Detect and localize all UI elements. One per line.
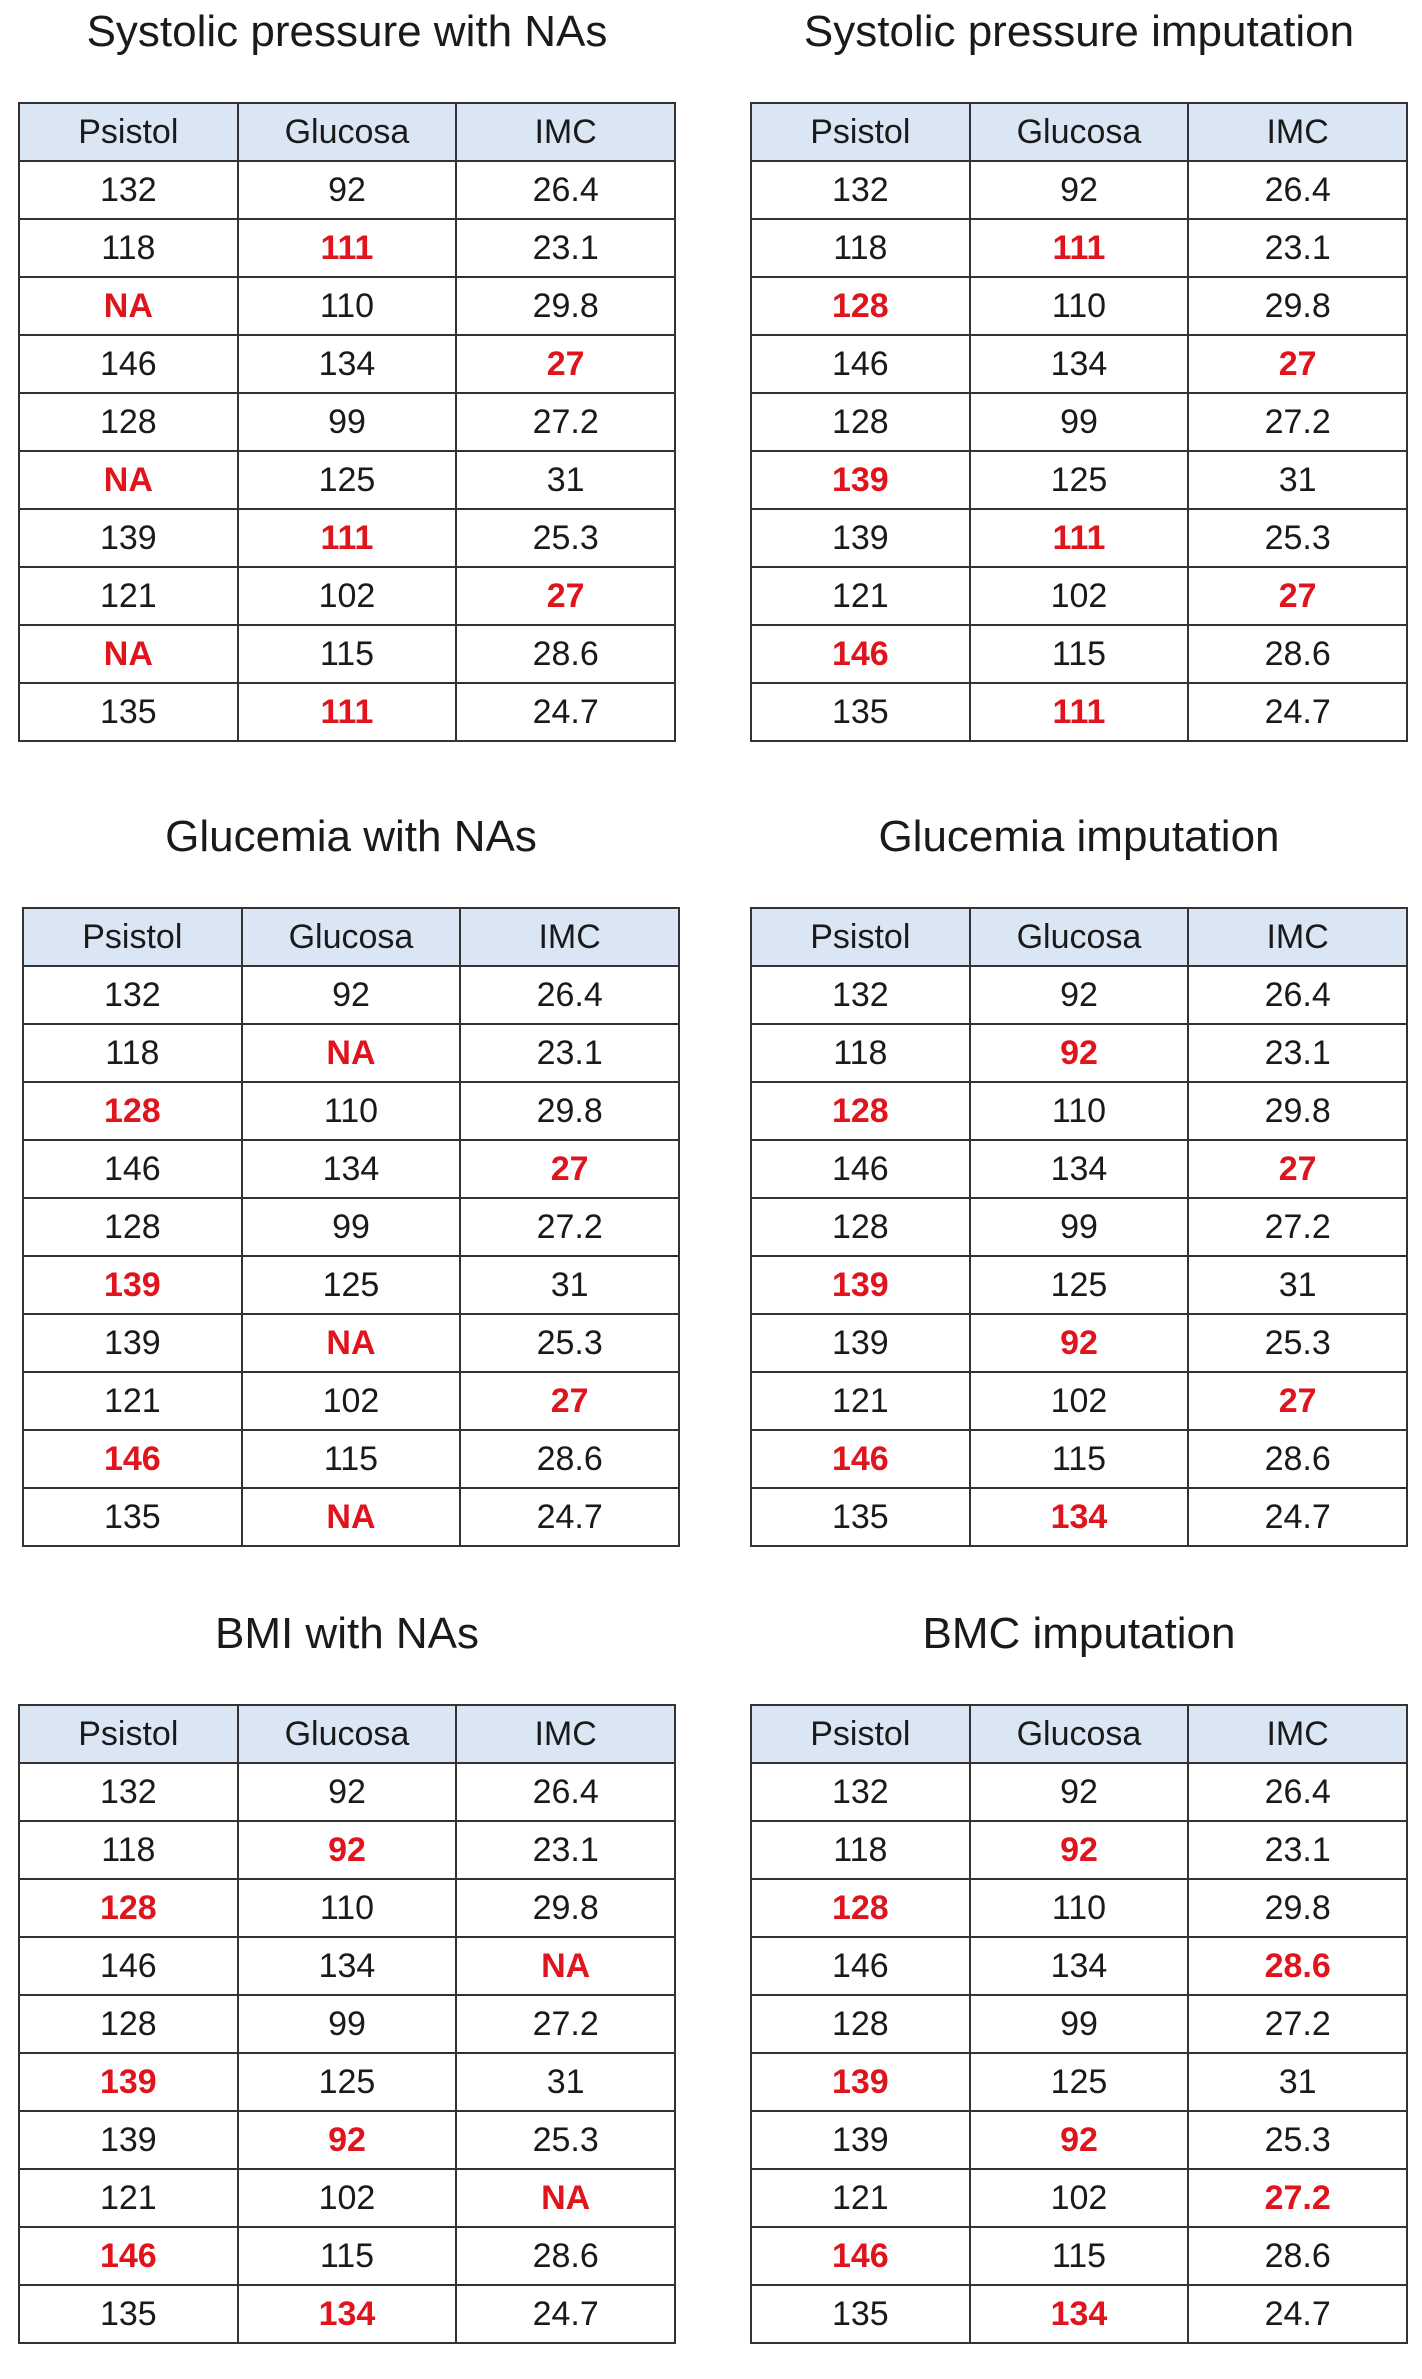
table-row [19,509,675,567]
table-cell: 27.2 [460,1198,679,1256]
table-row [751,1430,1407,1488]
table-row [19,2227,675,2285]
data-table [750,1704,1408,2344]
table-cell: 121 [751,2169,970,2227]
header-row [751,908,1407,966]
table-row [751,1995,1407,2053]
table-cell: 118 [23,1024,242,1082]
table-row [751,451,1407,509]
table-cell: 28.6 [1188,1430,1407,1488]
column-header: Glucosa [238,103,457,161]
table-cell: 92 [970,966,1189,1024]
table-cell: 25.3 [456,509,675,567]
table-cell: NA [456,1937,675,1995]
table-cell: 29.8 [1188,1082,1407,1140]
column-header: Psistol [751,908,970,966]
table-cell: 111 [238,683,457,741]
table-cell: 26.4 [460,966,679,1024]
table-cell: 27.2 [1188,393,1407,451]
table-cell: 102 [238,2169,457,2227]
data-table [22,907,680,1547]
column-header: IMC [1188,103,1407,161]
table-cell: 31 [1188,1256,1407,1314]
table-cell: 28.6 [460,1430,679,1488]
header-row [751,1705,1407,1763]
table-cell: 28.6 [1188,625,1407,683]
table-cell: 92 [238,1821,457,1879]
table-cell: 99 [970,1198,1189,1256]
table-cell: 139 [19,2053,238,2111]
panel-title: Glucemia with NAs [165,812,537,861]
table-cell: 146 [23,1430,242,1488]
table-row [751,1879,1407,1937]
table-cell: 24.7 [460,1488,679,1546]
column-header: Glucosa [970,908,1189,966]
column-header: IMC [460,908,679,966]
table-cell: 102 [242,1372,461,1430]
table-cell: 139 [751,451,970,509]
table-cell: 25.3 [1188,509,1407,567]
table-cell: 128 [751,1879,970,1937]
table-row [19,2053,675,2111]
table-cell: 111 [970,509,1189,567]
column-header: Glucosa [242,908,461,966]
table-cell: 24.7 [1188,683,1407,741]
table-row [751,1082,1407,1140]
table-cell: 29.8 [1188,1879,1407,1937]
table-cell: 128 [751,393,970,451]
table-cell: 135 [751,2285,970,2343]
table-cell: 118 [19,219,238,277]
table-row [19,2169,675,2227]
table-row [751,1763,1407,1821]
table-cell: 27 [1188,1140,1407,1198]
table-cell: 128 [19,393,238,451]
table-row [23,1488,679,1546]
table-cell: 125 [970,2053,1189,2111]
table-cell: NA [19,451,238,509]
table-cell: 118 [751,1024,970,1082]
table-cell: 115 [242,1430,461,1488]
table-cell: 139 [751,2053,970,2111]
table-cell: 115 [970,625,1189,683]
table-cell: 125 [238,451,457,509]
table-row [19,1937,675,1995]
column-header: Glucosa [238,1705,457,1763]
table-cell: NA [242,1488,461,1546]
table-cell: 92 [970,161,1189,219]
table-row [19,1763,675,1821]
table-cell: 132 [751,966,970,1024]
table-cell: NA [242,1024,461,1082]
table-cell: 118 [751,1821,970,1879]
column-header: Psistol [751,1705,970,1763]
table-cell: 23.1 [456,1821,675,1879]
table-cell: NA [19,625,238,683]
table-cell: 110 [970,1879,1189,1937]
table-cell: 125 [970,451,1189,509]
table-cell: 132 [751,1763,970,1821]
table-cell: 134 [970,335,1189,393]
table-row [19,219,675,277]
table-cell: 146 [23,1140,242,1198]
table-cell: 24.7 [456,2285,675,2343]
table-row [751,393,1407,451]
table-cell: 27 [1188,335,1407,393]
table-cell: 29.8 [456,277,675,335]
table-cell: 135 [19,683,238,741]
table-cell: 110 [242,1082,461,1140]
table-cell: 139 [751,509,970,567]
panel-title: BMC imputation [922,1609,1236,1658]
table-cell: 26.4 [456,161,675,219]
table-cell: 110 [970,277,1189,335]
table-cell: 134 [242,1140,461,1198]
table-cell: 27.2 [1188,1198,1407,1256]
table-row [19,2285,675,2343]
table-cell: 102 [238,567,457,625]
table-cell: 111 [238,219,457,277]
table-cell: 102 [970,1372,1189,1430]
table-cell: 146 [19,1937,238,1995]
data-table [750,102,1408,742]
table-cell: 134 [970,1140,1189,1198]
table-row [751,1256,1407,1314]
table-cell: NA [19,277,238,335]
table-cell: 24.7 [456,683,675,741]
table-cell: 111 [970,683,1189,741]
table-row [751,219,1407,277]
table-cell: 92 [970,1763,1189,1821]
panel-title: Systolic pressure with NAs [86,7,608,56]
table-row [23,1198,679,1256]
table-cell: 26.4 [1188,966,1407,1024]
table-cell: 24.7 [1188,1488,1407,1546]
table-cell: 146 [751,2227,970,2285]
table-cell: 110 [970,1082,1189,1140]
table-cell: 135 [19,2285,238,2343]
header-row [19,103,675,161]
table-cell: 27 [1188,567,1407,625]
column-header: IMC [456,103,675,161]
table-row [751,625,1407,683]
table-cell: 102 [970,567,1189,625]
table-row [751,1314,1407,1372]
data-table [18,1704,676,2344]
table-cell: 31 [460,1256,679,1314]
table-row [751,1937,1407,1995]
table-row [23,1082,679,1140]
table-cell: 23.1 [456,219,675,277]
table-cell: 31 [456,2053,675,2111]
table-row [19,161,675,219]
table-cell: 121 [19,2169,238,2227]
table-row [23,1372,679,1430]
table-row [19,1821,675,1879]
table-cell: 134 [238,1937,457,1995]
table-cell: 25.3 [460,1314,679,1372]
table-row [19,277,675,335]
table-cell: 134 [970,1937,1189,1995]
table-cell: 128 [19,1879,238,1937]
panel-title: BMI with NAs [214,1609,480,1658]
table-row [751,966,1407,1024]
table-cell: 27 [460,1140,679,1198]
table-cell: 29.8 [456,1879,675,1937]
table-cell: 29.8 [1188,277,1407,335]
table-cell: 99 [242,1198,461,1256]
data-table [18,102,676,742]
table-row [19,683,675,741]
table-cell: 27.2 [456,393,675,451]
table-row [751,567,1407,625]
table-row [23,1140,679,1198]
panel-title: Glucemia imputation [878,812,1280,861]
table-cell: 25.3 [1188,2111,1407,2169]
table-row [751,2227,1407,2285]
table-row [19,2111,675,2169]
table-cell: 118 [19,1821,238,1879]
table-cell: 31 [456,451,675,509]
table-cell: 132 [19,1763,238,1821]
table-row [751,683,1407,741]
table-cell: 111 [238,509,457,567]
table-row [19,625,675,683]
table-cell: 134 [970,1488,1189,1546]
table-row [23,1024,679,1082]
table-cell: 31 [1188,451,1407,509]
panel-title: Systolic pressure imputation [803,7,1355,56]
table-row [751,1488,1407,1546]
table-cell: 28.6 [456,625,675,683]
table-cell: 121 [23,1372,242,1430]
table-cell: 139 [23,1256,242,1314]
table-row [751,1024,1407,1082]
table-cell: 135 [751,1488,970,1546]
table-cell: 128 [23,1082,242,1140]
table-cell: 115 [970,1430,1189,1488]
table-cell: 134 [238,2285,457,2343]
table-cell: 118 [751,219,970,277]
table-cell: 115 [238,625,457,683]
table-cell: 115 [238,2227,457,2285]
table-row [751,1140,1407,1198]
column-header: Psistol [23,908,242,966]
table-cell: 139 [19,509,238,567]
table-cell: NA [456,2169,675,2227]
table-row [751,2285,1407,2343]
header-row [23,908,679,966]
table-row [23,966,679,1024]
table-row [751,335,1407,393]
table-cell: 26.4 [1188,1763,1407,1821]
table-cell: 146 [751,1937,970,1995]
table-row [23,1314,679,1372]
table-cell: 146 [751,1140,970,1198]
table-cell: 134 [238,335,457,393]
table-cell: 128 [751,277,970,335]
table-cell: 134 [970,2285,1189,2343]
header-row [19,1705,675,1763]
table-cell: 92 [970,1314,1189,1372]
column-header: Psistol [19,1705,238,1763]
table-cell: 29.8 [460,1082,679,1140]
table-row [751,509,1407,567]
column-header: Glucosa [970,103,1189,161]
table-cell: 132 [23,966,242,1024]
header-row [751,103,1407,161]
table-row [19,567,675,625]
table-cell: 28.6 [1188,1937,1407,1995]
column-header: IMC [456,1705,675,1763]
table-row [23,1430,679,1488]
table-row [23,1256,679,1314]
table-row [19,335,675,393]
table-cell: 128 [23,1198,242,1256]
table-cell: 26.4 [1188,161,1407,219]
table-cell: 128 [19,1995,238,2053]
table-cell: 146 [19,335,238,393]
table-cell: 111 [970,219,1189,277]
table-cell: 27 [1188,1372,1407,1430]
table-cell: 28.6 [1188,2227,1407,2285]
table-cell: 23.1 [1188,1024,1407,1082]
table-cell: 146 [751,1430,970,1488]
table-row [751,2111,1407,2169]
table-cell: 92 [242,966,461,1024]
column-header: IMC [1188,908,1407,966]
table-cell: 139 [19,2111,238,2169]
column-header: Psistol [751,103,970,161]
table-cell: 23.1 [460,1024,679,1082]
table-cell: 125 [970,1256,1189,1314]
table-cell: 24.7 [1188,2285,1407,2343]
table-cell: 92 [970,1821,1189,1879]
table-cell: 128 [751,1082,970,1140]
table-row [751,2053,1407,2111]
table-row [19,1995,675,2053]
table-cell: 27.2 [1188,2169,1407,2227]
table-row [19,1879,675,1937]
data-table [750,907,1408,1547]
table-cell: 110 [238,277,457,335]
table-row [751,1821,1407,1879]
table-row [19,451,675,509]
table-cell: 110 [238,1879,457,1937]
table-cell: 139 [751,2111,970,2169]
table-cell: 128 [751,1995,970,2053]
table-cell: 27 [456,335,675,393]
table-cell: 26.4 [456,1763,675,1821]
table-cell: 115 [970,2227,1189,2285]
table-cell: 23.1 [1188,1821,1407,1879]
column-header: IMC [1188,1705,1407,1763]
column-header: Glucosa [970,1705,1189,1763]
table-cell: 139 [23,1314,242,1372]
table-cell: 135 [23,1488,242,1546]
table-cell: 99 [970,393,1189,451]
table-cell: 146 [751,625,970,683]
table-cell: 92 [970,1024,1189,1082]
table-cell: 139 [751,1256,970,1314]
table-row [751,161,1407,219]
table-cell: 132 [19,161,238,219]
table-cell: 92 [970,2111,1189,2169]
table-cell: 121 [751,567,970,625]
table-row [19,393,675,451]
table-cell: 139 [751,1314,970,1372]
table-cell: 92 [238,2111,457,2169]
table-row [751,277,1407,335]
table-cell: 146 [751,335,970,393]
table-cell: 99 [238,1995,457,2053]
table-cell: 99 [970,1995,1189,2053]
table-cell: 125 [242,1256,461,1314]
table-cell: 135 [751,683,970,741]
table-cell: 121 [19,567,238,625]
table-cell: 31 [1188,2053,1407,2111]
table-row [751,2169,1407,2227]
table-cell: 28.6 [456,2227,675,2285]
table-cell: 27.2 [456,1995,675,2053]
table-cell: 128 [751,1198,970,1256]
table-cell: 25.3 [1188,1314,1407,1372]
table-row [751,1198,1407,1256]
table-row [751,1372,1407,1430]
table-cell: 23.1 [1188,219,1407,277]
table-cell: 25.3 [456,2111,675,2169]
table-cell: 99 [238,393,457,451]
table-cell: 27 [460,1372,679,1430]
table-cell: 121 [751,1372,970,1430]
table-cell: 102 [970,2169,1189,2227]
table-cell: 27 [456,567,675,625]
table-cell: 27.2 [1188,1995,1407,2053]
table-cell: 92 [238,1763,457,1821]
table-cell: 132 [751,161,970,219]
table-cell: 146 [19,2227,238,2285]
table-cell: 92 [238,161,457,219]
column-header: Psistol [19,103,238,161]
table-cell: NA [242,1314,461,1372]
table-cell: 125 [238,2053,457,2111]
